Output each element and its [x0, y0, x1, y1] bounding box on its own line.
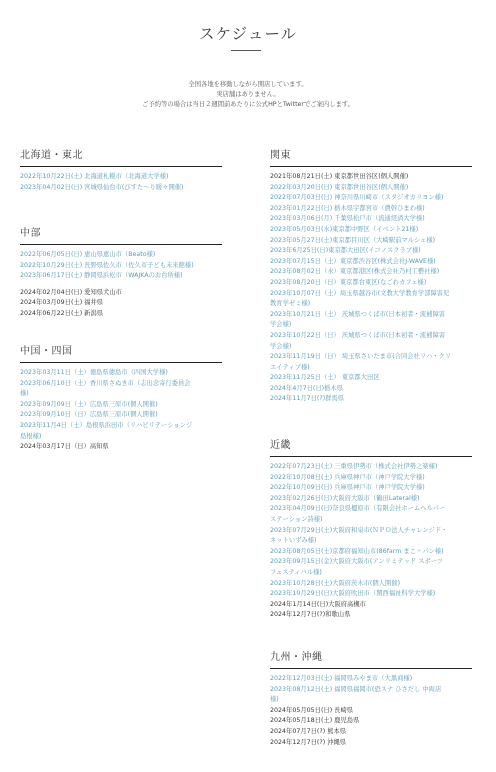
title-underline — [231, 50, 261, 51]
section-hokkaido-tohoku — [20, 146, 222, 193]
schedule-link[interactable]: 2024年11月7日(?)群馬県 — [270, 395, 345, 403]
schedule-link[interactable]: 2023年08月20日（日）東京都台東区(なごわカフェ様) — [270, 278, 427, 286]
schedule-link[interactable]: 2023年08月12日(土) 福岡県福岡市(恐スナ ひさだし 中両店 — [270, 685, 442, 693]
schedule-link[interactable]: 2023年10月29日(日)大阪府吹田市（関西福祉科学大学様) — [270, 590, 436, 598]
schedule-item: 2024年05月05日(日) 長崎県 — [270, 706, 354, 714]
schedule-list — [270, 172, 472, 405]
schedule-item: 2024年07月7日(?) 熊本県 — [270, 727, 347, 735]
schedule-link[interactable]: 2023年05月03日(水)東京都中野区（イベント21様) — [270, 225, 419, 233]
page-title: スケジュール — [198, 25, 298, 43]
left-column-3 — [20, 342, 222, 453]
section-title: 関東 — [270, 146, 472, 167]
schedule-link[interactable]: 2023年07月15日（土）東京都渋谷区(株式会社J-WAVE様) — [270, 257, 436, 265]
schedule-link[interactable]: 2023年08月05日(土)京都府福知山市(86farm まこ＾パン様) — [270, 547, 444, 555]
schedule-link[interactable]: 2022年07月03日(日) 神奈川県川崎市（スタジオカリヨン様) — [270, 194, 444, 202]
intro-line: ご予約等の場合は当日２週間前あたりに公式HPとTwitterでご案内します。 — [142, 101, 354, 109]
schedule-link[interactable]: 2023年10月22日（日） 茨城県つくば市(日本初者・流補障害 — [270, 331, 446, 339]
schedule-link[interactable]: 2022年10月22日(土) 北海道札幌市（北海道大学様) — [20, 173, 169, 180]
right-column-3 — [270, 648, 472, 748]
schedule-link[interactable]: 2023年11月19日（日） 埼玉県さいたま市(合同会社リハ・クリ — [270, 353, 452, 361]
schedule-link[interactable]: 2023年02月26日(日)大阪府大阪市（鶴田Lateral様) — [270, 494, 420, 502]
schedule-link[interactable]: 2022年12月03日(土) 福岡県みやま市（大黒商様) — [270, 675, 413, 682]
intro-text — [0, 80, 496, 111]
schedule-link[interactable]: 2023年06月10日（土）香川県さぬき市（志出念寄行委員会 — [20, 379, 191, 387]
schedule-link[interactable]: 教育学ゼミ様) — [270, 300, 311, 308]
right-column-2 — [270, 436, 472, 621]
schedule-item: 2024年02月04日(日) 愛知県犬山市 — [20, 288, 122, 296]
schedule-list — [20, 368, 222, 453]
schedule-list — [20, 172, 222, 193]
schedule-link[interactable]: 2022年10月29日(土) 長野県佐久市（佐久市子ども未来館様) — [20, 261, 194, 269]
schedule-list — [270, 674, 472, 748]
section-kinki — [270, 436, 472, 621]
left-column — [20, 146, 222, 193]
schedule-link[interactable]: 2023年06月17日(土) 静岡県浜松市（WAJKAのお台所様) — [20, 272, 183, 280]
schedule-item: 2024年12月7日(?) 沖縄県 — [270, 738, 347, 746]
schedule-link[interactable]: 学会様) — [270, 342, 292, 350]
schedule-link[interactable]: 2023年03月06日(月) 千葉県松戸市（流通経済大学様) — [270, 215, 425, 223]
schedule-list — [20, 250, 222, 320]
schedule-link[interactable]: 2022年06月05日(日) 恵山県恵山市（Beato様) — [20, 251, 156, 258]
schedule-link[interactable]: 2023年05月27日(土)東京都目川区（大崎駅前マルシェ様) — [270, 236, 436, 244]
schedule-link[interactable]: 2023年09月15日(金)大阪府大阪市(アンリミテッド スポーツ — [270, 558, 444, 566]
section-title: 九州・沖縄 — [270, 648, 472, 669]
section-title: 中国・四国 — [20, 342, 222, 363]
schedule-link[interactable]: 2022年10月09日(日) 兵庫県神戸市（神戸学院大学様) — [270, 484, 425, 492]
schedule-item: 2024年06月22日(土) 新潟県 — [20, 309, 104, 317]
schedule-link[interactable]: 2023年6月25日(日)東京都大田区(イコノスクラブ様) — [270, 247, 421, 255]
schedule-link[interactable]: 2023年03月11日（土）徳島県徳島市（四国大学様) — [20, 369, 168, 376]
schedule-item: 2024年03月17日（日）高知県 — [20, 443, 109, 451]
schedule-item: 2024年1月14日(日)大阪府高槻市 — [270, 600, 366, 608]
schedule-link[interactable]: ネットいずみ様) — [270, 537, 317, 545]
schedule-link[interactable]: 学会様) — [270, 321, 292, 329]
schedule-link[interactable]: 2024年4月7日(日)栃木県 — [270, 384, 344, 392]
schedule-link[interactable]: 2023年11月25日（土） 東京都大田区 — [270, 374, 380, 382]
section-chubu — [20, 224, 222, 320]
section-chugoku-shikoku — [20, 342, 222, 453]
schedule-link[interactable]: 2023年04月09日(日)奈良県橿原市（有限会社ホームヘルパー — [270, 505, 446, 513]
schedule-link[interactable]: 2022年03月20日(日) 東京都世田谷区(個人開催) — [270, 183, 409, 191]
schedule-link[interactable]: 2023年10月21日（土） 茨城県つくば市(日本初者・流補障害 — [270, 310, 446, 318]
schedule-link[interactable]: 2023年11月4日（土）島根県浜田市（リハビリテーションジ — [20, 421, 193, 429]
schedule-link[interactable]: 2023年10月28日(土)大阪府茨木市(個人開催) — [270, 579, 401, 587]
section-title: 中部 — [20, 224, 222, 245]
schedule-link[interactable]: 2023年09月09日（土）広島県三原市(個人開催) — [20, 400, 158, 408]
schedule-link[interactable]: 2023年08月02日（水）東京都港区(株式会社乃村工藝社様) — [270, 268, 440, 276]
intro-line: 実店舗はありません。 — [216, 91, 280, 99]
schedule-link[interactable]: 2022年10月08日(土) 兵庫県神戸市（神戸学院大学様) — [270, 473, 425, 481]
schedule-item: 2024年05月18日(土) 鹿児島県 — [270, 717, 360, 725]
schedule-link[interactable]: ステーション詩様) — [270, 515, 323, 523]
schedule-link[interactable]: 様) — [20, 390, 29, 398]
schedule-item: 2024年12月7日(?)和歌山県 — [270, 611, 351, 619]
schedule-link[interactable]: 2023年07月29日(土)大阪府和泉市(ＮＰＯ法人チャレンジド・ — [270, 526, 448, 534]
schedule-link[interactable]: 島根様) — [20, 432, 42, 440]
schedule-link[interactable]: 2023年04月02日(日) 宮城県仙台市(びすた〜り暖々開催) — [20, 183, 184, 191]
schedule-link[interactable]: 2023年09月10日（日）広島県三原市(個人開催) — [20, 411, 158, 419]
schedule-item: 2021年08月21日(土) 東京都世田谷区(個人開催) — [270, 173, 409, 180]
schedule-link[interactable]: 2023年10月07日（土）埼玉県越谷市(文教大学教育学部障害児 — [270, 289, 450, 297]
right-column — [270, 146, 472, 405]
schedule-item: 2024年03月09日(土) 福井県 — [20, 299, 104, 307]
intro-line: 全国各地を移動しながら開店しています。 — [188, 81, 308, 88]
schedule-link[interactable]: 様) — [270, 696, 279, 704]
schedule-list — [270, 462, 472, 621]
schedule-link[interactable]: 2022年07月23日(土) 三重県伊勢市（株式会社伊勢之楽様) — [270, 463, 438, 470]
section-title: 北海道・東北 — [20, 146, 222, 167]
section-kanto — [270, 146, 472, 405]
schedule-link[interactable]: フェスティバル様) — [270, 568, 322, 576]
section-kyushu-okinawa — [270, 648, 472, 748]
section-title: 近畿 — [270, 436, 472, 457]
left-column-2 — [20, 224, 222, 320]
schedule-link[interactable]: エイティブ様) — [270, 363, 310, 371]
schedule-link[interactable]: 2023年01月22日(日) 栃木県宇都宮市（農幹ひまわ様) — [270, 204, 425, 212]
